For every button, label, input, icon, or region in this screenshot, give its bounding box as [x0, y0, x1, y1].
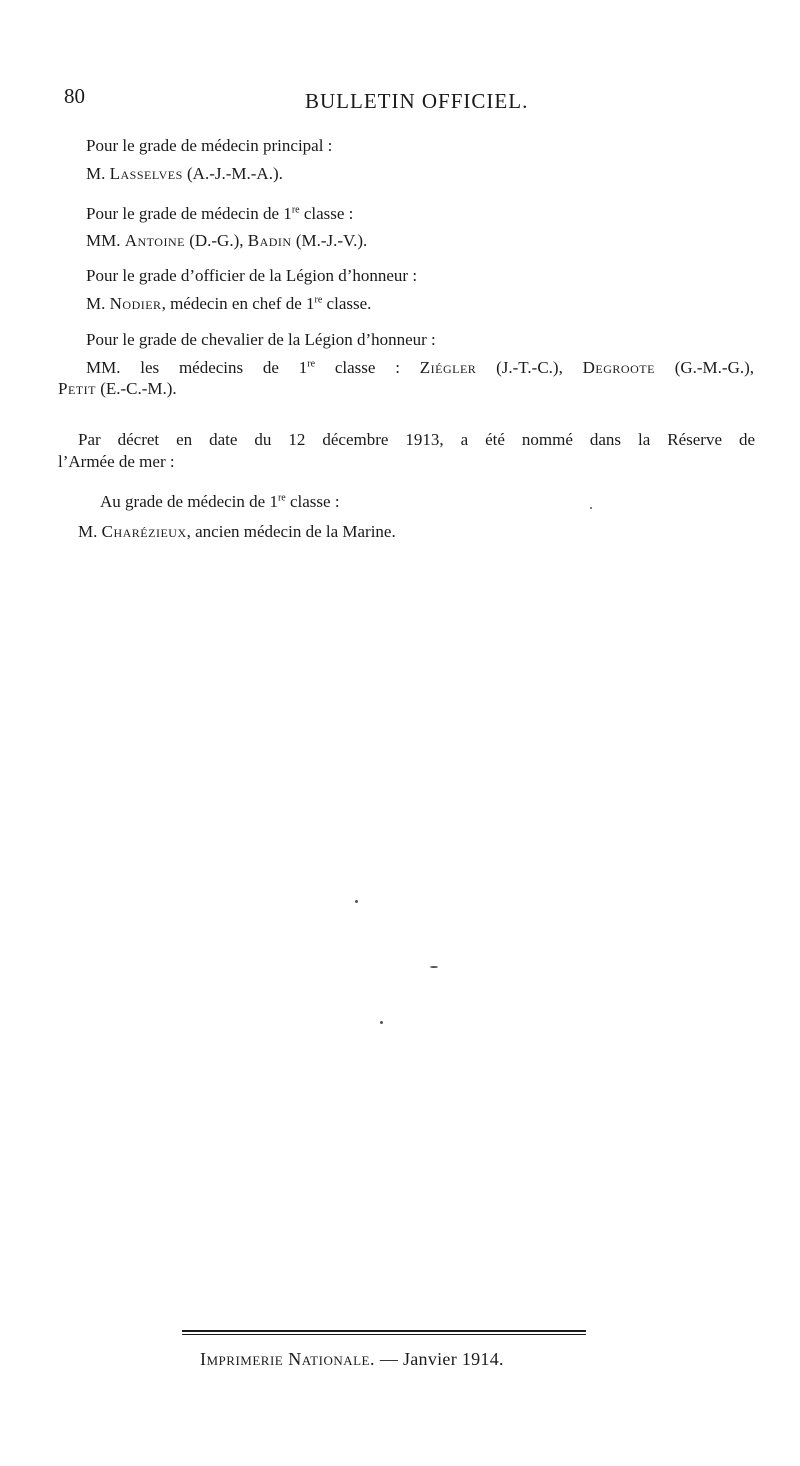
imprint-name: Imprimerie Nationale.	[200, 1349, 375, 1369]
page-number: 80	[64, 84, 85, 108]
person-initials: (M.-J.-V.).	[295, 231, 368, 250]
person-initials: (D.-G.),	[189, 231, 244, 250]
person-title: , médecin en chef de 1	[161, 294, 315, 313]
scan-speck	[590, 507, 592, 509]
superscript: re	[291, 204, 300, 216]
superscript: re	[307, 358, 316, 370]
intro-text: Pour le grade de médecin de 1	[86, 204, 292, 223]
paragraph-knight-names-line1	[86, 358, 754, 378]
person-name: Charézieux	[101, 522, 187, 541]
paragraph-principal-names	[86, 164, 283, 184]
person-name: Petit	[58, 379, 96, 398]
footer-rule-bottom	[182, 1334, 586, 1335]
superscript: re	[314, 294, 323, 306]
paragraph-officer-intro: Pour le grade d’officier de la Légion d’honneur :	[86, 266, 418, 285]
names-intro-end: classe :	[334, 358, 400, 377]
intro-text-end: classe :	[289, 492, 340, 511]
honorific: M.	[86, 164, 106, 183]
paragraph-reserve-intro	[100, 492, 340, 512]
paragraph-first-class-intro	[86, 204, 353, 224]
honorific: M.	[86, 294, 106, 313]
intro-text-end: classe :	[303, 204, 354, 223]
paragraph-officer-names	[86, 294, 371, 314]
person-title: , ancien médecin de la Marine.	[186, 522, 396, 541]
scan-speck	[430, 966, 438, 968]
person-initials: (G.-M.-G.),	[674, 358, 755, 377]
person-initials: (A.-J.-M.-A.).	[187, 164, 283, 183]
imprint-separator: —	[379, 1349, 399, 1369]
footer-rule-top	[182, 1330, 586, 1332]
honorific: M.	[78, 522, 98, 541]
person-name: Lasselves	[109, 164, 183, 183]
paragraph-knight-names-line2	[58, 379, 177, 399]
paragraph-first-class-names	[86, 231, 367, 251]
superscript: re	[277, 492, 286, 504]
running-head: BULLETIN OFFICIEL.	[305, 89, 529, 113]
scan-speck	[380, 1021, 383, 1024]
intro-text: Au grade de médecin de 1	[100, 492, 278, 511]
person-name: Degroote	[582, 358, 655, 377]
person-title-end: classe.	[326, 294, 372, 313]
paragraph-knight-intro: Pour le grade de chevalier de la Légion d’honneur :	[86, 330, 436, 349]
person-name: Ziégler	[419, 358, 477, 377]
imprint-line	[200, 1349, 504, 1370]
paragraph-decree-line1: Par décret en date du 12 décembre 1913, a été nommé dans la Réserve de	[78, 430, 755, 449]
person-name: Nodier	[109, 294, 162, 313]
person-initials: (J.-T.-C.),	[496, 358, 563, 377]
names-intro: MM. les médecins de 1	[86, 358, 308, 377]
paragraph-decree-line2: l’Armée de mer :	[58, 452, 175, 471]
paragraph-principal-intro: Pour le grade de médecin principal :	[86, 136, 333, 155]
imprint-date: Janvier 1914.	[402, 1349, 504, 1369]
person-name: Badin	[247, 231, 292, 250]
scan-speck	[355, 900, 358, 903]
honorific: MM.	[86, 231, 121, 250]
person-initials: (E.-C.-M.).	[100, 379, 177, 398]
paragraph-reserve-names	[78, 522, 396, 542]
person-name: Antoine	[124, 231, 185, 250]
